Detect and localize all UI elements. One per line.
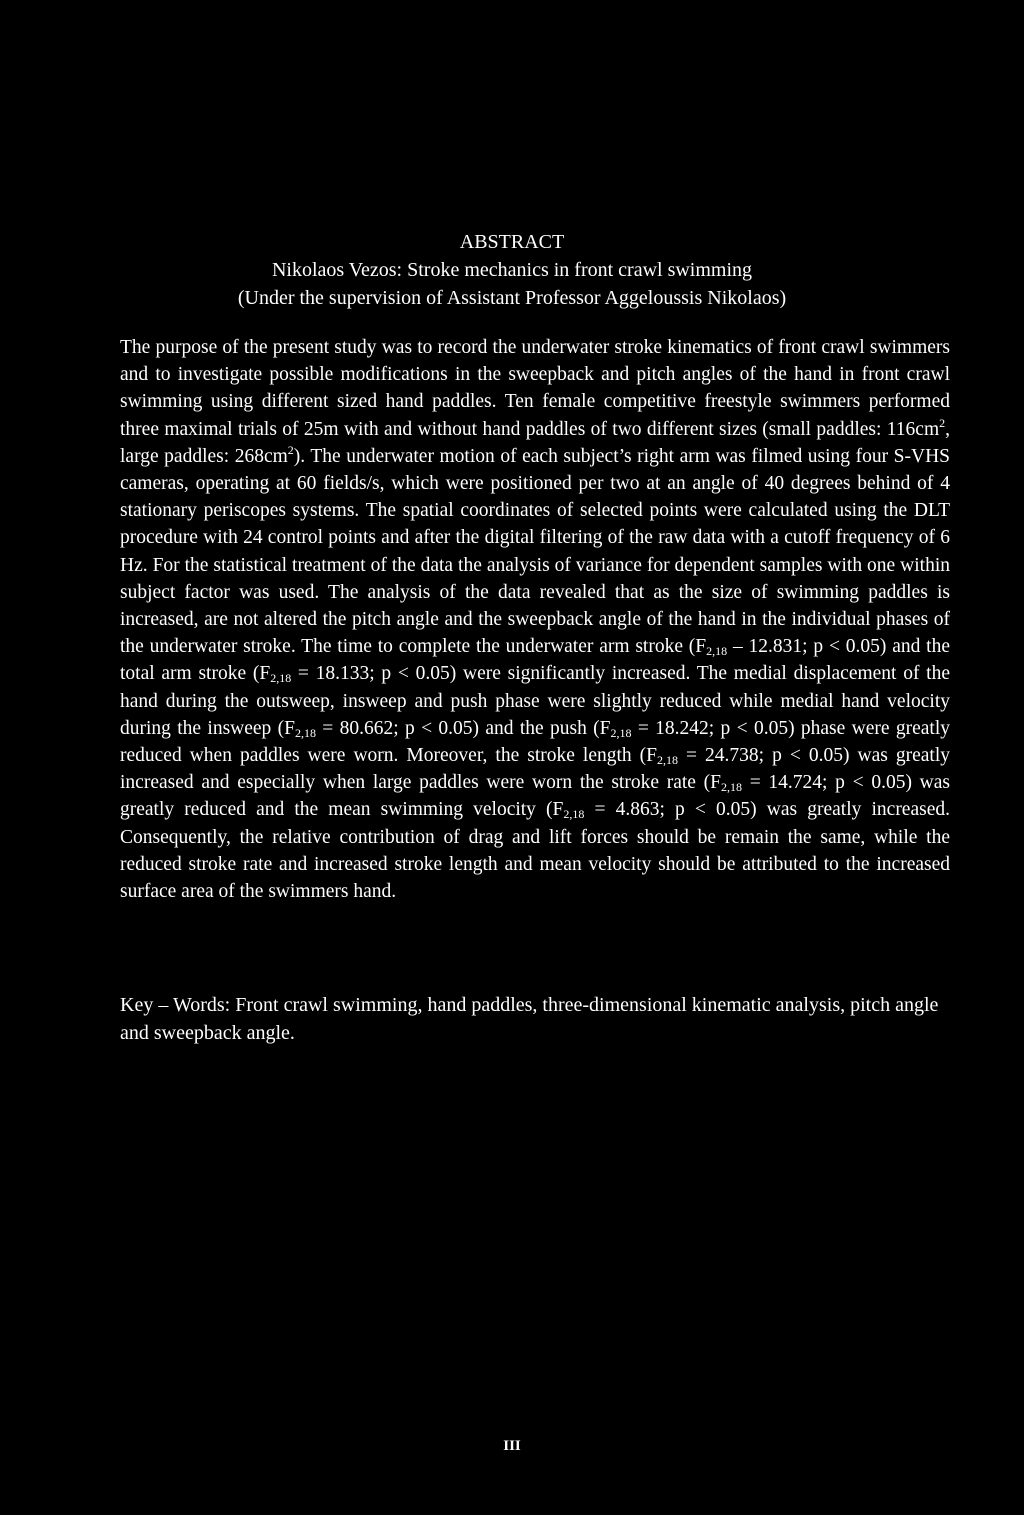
abstract-text: = 80.662; p < 0.05) and the push (F — [315, 717, 611, 739]
abstract-text: = 24.738; p < 0.05) was greatly increased and especially when large paddles were worn the stroke rate (F — [120, 745, 951, 794]
abstract-paragraph — [120, 334, 950, 905]
abstract-text: , large paddles: 268cm — [120, 418, 950, 467]
subscript: 2,18 — [294, 725, 316, 740]
page-number: III — [503, 1438, 521, 1454]
abstract-text: = 18.242; p < 0.05) phase were greatly reduced when paddles were worn. Moreover, the stroke length (F — [120, 717, 950, 767]
subscript: 2,18 — [270, 671, 292, 686]
supervision-line: (Under the supervision of Assistant Professor Aggeloussis Nikolaos) — [237, 287, 787, 309]
abstract-text: = 4.863; p < 0.05) was greatly increased. Consequently, the relative contribution of drag and lift forces should be remain the same, while the reduced stroke rate and increased stroke length and mean velocity should be attributed to the increased surface area of the swimmers hand. — [120, 799, 950, 903]
abstract-text: The purpose of the present study was to record the underwater stroke kinematics of front crawl swimmers and to investigate possible modifications in the sweepback and pitch angles of the hand in front crawl swimming using different sized hand paddles. Ten female competitive freestyle swimmers performed three maximal trials of 25m with and without hand paddles of two different sizes (small paddles: 116cm — [120, 337, 950, 440]
abstract-text: = 14.724; p < 0.05) was greatly reduced and the mean swimming velocity (F — [120, 772, 951, 821]
subscript: 2,18 — [610, 725, 632, 740]
subscript: 2,18 — [563, 807, 585, 822]
keywords-paragraph: Key – Words: Front crawl swimming, hand paddles, three-dimensional kinematic analysis, pitch angle and sweepback angle. — [120, 994, 939, 1044]
subscript: 2,18 — [657, 753, 679, 768]
abstract-text: = 18.133; p < 0.05) were significantly increased. The medial displacement of the hand during the outsweep, insweep and push phase were slightly reduced while medial hand velocity during the insweep (F — [120, 663, 951, 739]
superscript: 2 — [939, 415, 946, 430]
subscript: 2,18 — [706, 644, 728, 659]
subscript: 2,18 — [721, 780, 742, 795]
abstract-text: – 12.831; p < 0.05) and the total arm stroke (F — [120, 636, 950, 685]
abstract-heading: ABSTRACT — [459, 231, 565, 253]
thesis-author-title: Nikolaos Vezos: Stroke mechanics in front crawl swimming — [271, 259, 753, 281]
superscript: 2 — [287, 442, 294, 457]
abstract-text: ). The underwater motion of each subject’s right arm was filmed using four S-VHS cameras, operating at 60 fields/s, which were positioned per two at an angle of 40 degrees behind of 4 stationary periscopes systems. The spatial coordinates of selected points were calculated using the DLT procedure with 24 control points and after the digital filtering of the raw data with a cutoff frequency of 6 Hz. For the statistical treatment of the data the analysis of variance for dependent samples with one within subject factor was used. The analysis of the data revealed that as the size of swimming paddles is increased, are not altered the pitch angle and the sweepback angle of the hand in the individual phases of the underwater stroke. The time to complete the underwater arm stroke (F — [120, 445, 950, 658]
abstract-header — [0, 228, 1024, 312]
